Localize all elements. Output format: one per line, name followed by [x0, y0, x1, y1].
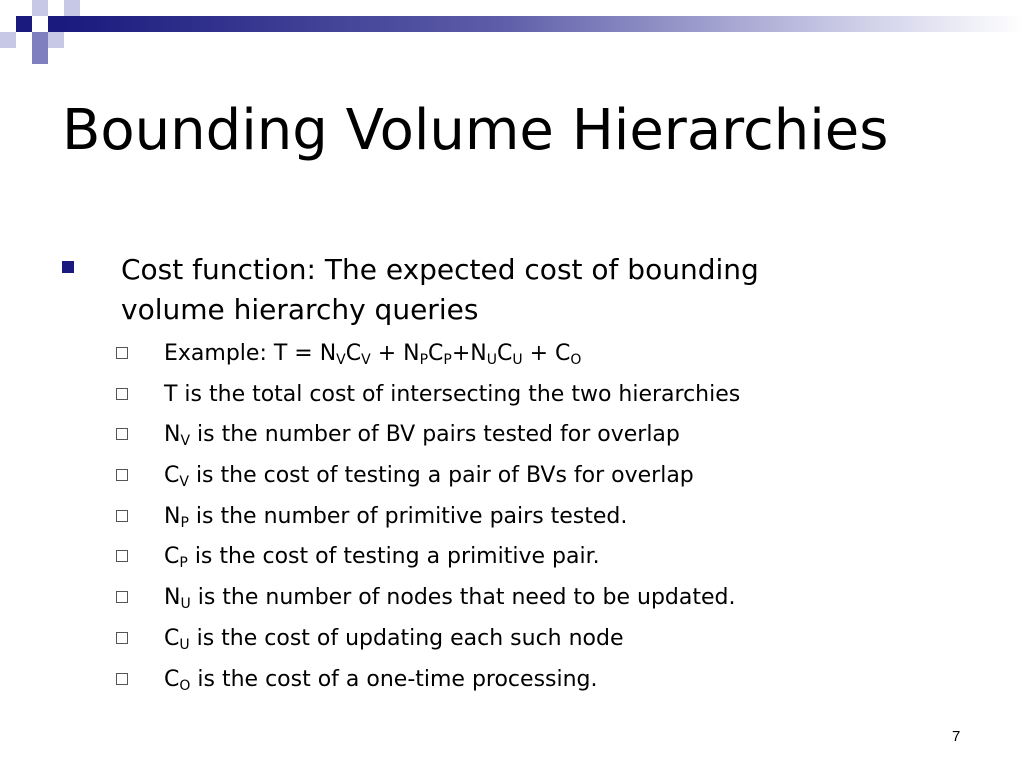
hollow-square-bullet-icon: [116, 347, 128, 359]
sub-bullet-text: [164, 421, 680, 449]
sub-bullet-item: [114, 666, 974, 707]
text-segment: N: [164, 585, 181, 611]
sub-bullet-item: [114, 625, 974, 666]
sub-bullet-item: [114, 462, 974, 503]
subscript: V: [179, 474, 189, 491]
sub-bullet-item: [114, 584, 974, 625]
subscript: P: [419, 352, 429, 368]
subscript: U: [179, 636, 190, 653]
text-segment: C: [345, 341, 362, 366]
sub-bullet-text: [164, 625, 624, 653]
hollow-square-bullet-icon: [116, 632, 128, 644]
text-segment: Example: T = N: [164, 341, 337, 366]
sub-bullet-item: [114, 340, 974, 381]
sub-bullet-text: [164, 340, 581, 368]
subscript: P: [179, 555, 188, 572]
subscript: U: [512, 352, 523, 368]
text-segment: C: [164, 625, 180, 651]
text-segment: +N: [451, 341, 487, 366]
page-number: 7: [952, 728, 961, 745]
text-segment: is the cost of a one-time processing.: [190, 666, 598, 692]
text-segment: is the cost of updating each such node: [189, 625, 624, 651]
sub-bullet-item: [114, 503, 974, 544]
text-segment: N: [164, 503, 181, 529]
subscript: O: [179, 677, 191, 694]
hollow-square-bullet-icon: [116, 469, 128, 481]
sub-bullet-text: [164, 543, 600, 571]
decor-square: [0, 32, 16, 48]
text-segment: is the number of primitive pairs tested.: [188, 503, 628, 529]
main-bullet-line: volume hierarchy queries: [121, 293, 479, 326]
hollow-square-bullet-icon: [116, 510, 128, 522]
decor-square: [32, 32, 48, 48]
square-bullet-icon: [62, 261, 74, 273]
slide-title: Bounding Volume Hierarchies: [62, 98, 889, 163]
subscript: O: [570, 352, 582, 368]
subscript: V: [180, 433, 191, 450]
decor-square: [48, 32, 64, 48]
hollow-square-bullet-icon: [116, 428, 128, 440]
decor-square: [48, 16, 64, 32]
text-segment: is the cost of testing a pair of BVs for overlap: [188, 463, 694, 489]
sub-bullet-text: [164, 584, 735, 612]
hollow-square-bullet-icon: [116, 388, 128, 400]
sub-bullet-text: [164, 462, 694, 490]
header-decoration: [0, 0, 1024, 64]
subscript: U: [180, 596, 191, 613]
sub-bullet-item: [114, 543, 974, 584]
text-segment: C: [164, 666, 180, 692]
sub-bullet-text: [164, 666, 598, 694]
text-segment: + N: [370, 341, 420, 366]
decor-square: [32, 48, 48, 64]
text-segment: is the cost of testing a primitive pair.: [187, 544, 600, 570]
hollow-square-bullet-icon: [116, 550, 128, 562]
decor-square: [32, 0, 48, 16]
subscript: P: [180, 514, 189, 531]
header-gradient-bar: [64, 16, 1024, 32]
hollow-square-bullet-icon: [116, 591, 128, 603]
text-segment: C: [164, 544, 180, 570]
text-segment: C: [164, 463, 180, 489]
sub-bullet-text: [164, 503, 627, 531]
main-bullet-line: Cost function: The expected cost of bounding: [121, 253, 759, 286]
subscript: U: [486, 352, 498, 368]
text-segment: is the number of BV pairs tested for overlap: [190, 422, 680, 448]
text-segment: N: [164, 422, 181, 448]
main-bullet-text: [121, 250, 921, 330]
subscript: V: [336, 352, 346, 368]
text-segment: + C: [522, 341, 571, 366]
subscript: V: [361, 352, 371, 368]
text-segment: C: [428, 341, 444, 366]
text-segment: C: [497, 341, 513, 366]
sub-bullet-list: [114, 340, 974, 706]
text-segment: is the number of nodes that need to be updated.: [190, 585, 736, 611]
subscript: P: [443, 352, 452, 368]
hollow-square-bullet-icon: [116, 673, 128, 685]
sub-bullet-text: [164, 381, 740, 409]
sub-bullet-item: [114, 381, 974, 422]
text-segment: T is the total cost of intersecting the two hierarchies: [164, 381, 741, 407]
decor-square: [16, 16, 32, 32]
sub-bullet-item: [114, 421, 974, 462]
decor-square: [64, 0, 80, 16]
